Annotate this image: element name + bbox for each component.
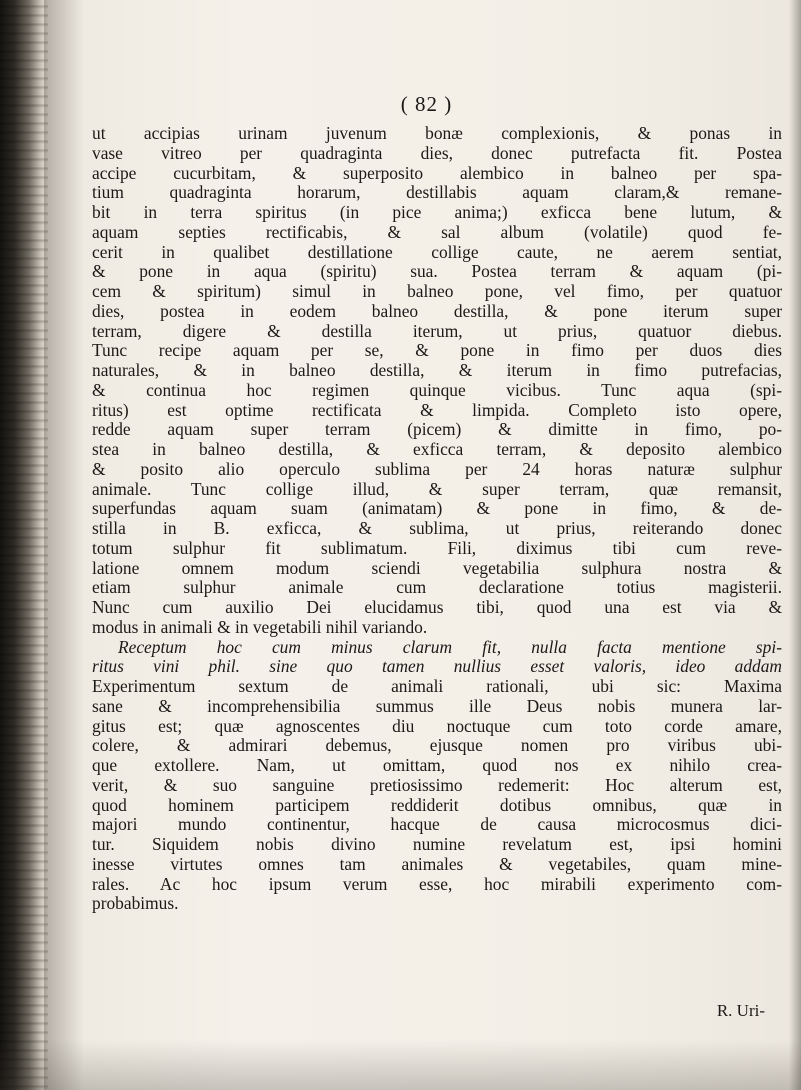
text-line: sane & incomprehensibilia summus ille Deus nobis munera lar- (92, 695, 782, 716)
text-line-italic: ritus vini phil. sine quo tamen nullius esset valoris, ideo addam (92, 656, 782, 677)
text-line: latione omnem modum sciendi vegetabilia sulphura nostra & (92, 557, 782, 578)
text-line: cerit in qualibet destillatione collige caute, ne aerem sentiat, (92, 241, 782, 262)
text-line: bit in terra spiritus (in pice anima;) exficca bene lutum, & (92, 202, 782, 222)
text-line: modus in animali & in vegetabili nihil variando. (92, 616, 428, 637)
text-line: colere, & admirari debemus, ejusque nomen pro viribus ubi- (92, 735, 782, 756)
text-line: etiam sulphur animale cum declaratione totius magisterii. (92, 577, 782, 598)
text-line: totum sulphur fit sublimatum. Fili, diximus tibi cum reve- (92, 537, 782, 558)
text-line: probabimus. (92, 893, 179, 914)
page-bottom-shading (0, 1040, 801, 1090)
text-line: dies, postea in eodem balneo destilla, & pone iterum super (92, 300, 782, 321)
text-line-italic: Receptum hoc cum minus clarum fit, nulla facta mentione spi- (118, 636, 782, 657)
gutter-shadow (44, 0, 84, 1090)
text-line: Tunc recipe aquam per se, & pone in fimo per duos dies (92, 340, 782, 361)
text-line: & pone in aqua (spiritu) sua. Postea terram & aquam (pi- (92, 261, 782, 282)
text-line: Nunc cum auxilio Dei elucidamus tibi, quod una est via & (92, 597, 782, 617)
page-number: ( 82 ) (400, 92, 453, 116)
text-line: naturales, & in balneo destilla, & iterum in fimo putrefacias, (92, 360, 782, 380)
text-line: verit, & suo sanguine pretiosissimo redemerit: Hoc alterum est, (92, 774, 782, 795)
text-line: aquam septies rectificabis, & sal album (volatile) quod fe- (92, 221, 782, 242)
catchword: R. Uri- (716, 1001, 765, 1020)
text-line: majori mundo continentur, hacque de causa microcosmus dici- (92, 814, 782, 835)
text-line: stilla in B. exficca, & sublima, ut prius, reiterando donec (92, 518, 782, 538)
text-line: vase vitreo per quadraginta dies, donec putrefacta fit. Postea (92, 142, 782, 163)
text-line: redde aquam super terram (picem) & dimitte in fimo, po- (92, 419, 782, 440)
text-line: & continua hoc regimen quinque vicibus. Tunc aqua (spi- (92, 379, 782, 400)
body-text (92, 124, 782, 914)
text-line: gitus est; quæ agnoscentes diu noctuque cum toto corde amare, (92, 715, 782, 736)
text-line: tur. Siquidem nobis divino numine revelatum est, ipsi homini (92, 834, 782, 854)
text-line: Experimentum sextum de animali rationali, ubi sic: Maxima (92, 676, 782, 696)
book-spine-gutter (0, 0, 48, 1090)
page-edge-shadow (789, 0, 801, 1090)
text-line: quod hominem participem reddiderit dotibus omnibus, quæ in (92, 794, 782, 815)
page-header (0, 92, 801, 117)
text-line: superfundas aquam suam (animatam) & pone in fimo, & de- (92, 498, 782, 519)
text-line: terram, digere & destilla iterum, ut prius, quatuor diebus. (92, 320, 782, 341)
text-line: ut accipias urinam juvenum bonæ complexionis, & ponas in (92, 123, 782, 143)
text-line: tium quadraginta horarum, destillabis aquam claram,& remane- (92, 182, 782, 203)
text-line: cem & spiritum) simul in balneo pone, vel fimo, per quatuor (92, 281, 782, 301)
text-line: & posito alio operculo sublima per 24 horas naturæ sulphur (92, 458, 782, 479)
text-line: ritus) est optime rectificata & limpida. Completo isto opere, (92, 399, 782, 420)
text-line: inesse virtutes omnes tam animales & vegetabiles, quam mine- (92, 853, 782, 874)
text-line: que extollere. Nam, ut omittam, quod nos ex nihilo crea- (92, 755, 782, 775)
text-line: rales. Ac hoc ipsum verum esse, hoc mirabili experimento com- (92, 873, 782, 894)
text-line: stea in balneo destilla, & exficca terram, & deposito alembico (92, 439, 782, 459)
text-line: accipe cucurbitam, & superposito alembico in balneo per spa- (92, 162, 782, 183)
text-line: animale. Tunc collige illud, & super terram, quæ remansit, (92, 478, 782, 499)
